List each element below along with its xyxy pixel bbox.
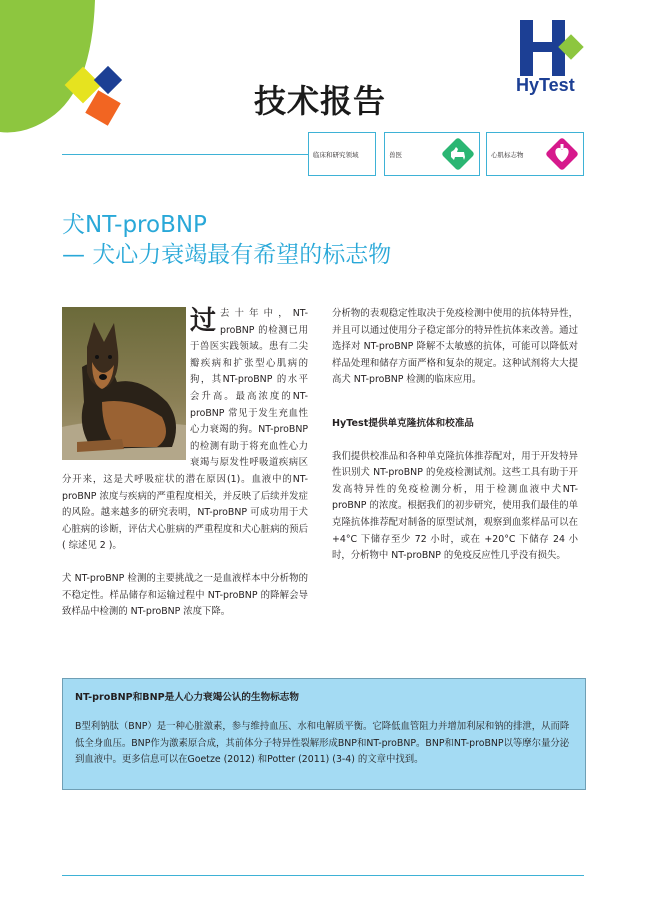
left-paragraph-2: 犬 NT-proBNP 检测的主要挑战之一是血液样本中分析物的不稳定性。样品储存和运输过程中 NT-proBNP 的降解会导致样品中检测的 NT-proBNP 浓度下降。: [62, 572, 308, 618]
left-paragraph-1: 去十年中，NT-proBNP 的检测已用于兽医实践领域。患有二尖瓣疾病和扩张型心肌病的狗，其NT-proBNP 的水平会升高。最高浓度的NT-proBNP 常见于发生充血性心力衰竭的狗。NT-proBNP 的检测有助于将充血性心力衰竭与原发性呼吸道疾病区分开来，这是犬呼吸症状的潜在原因(1)。血液中的NT-proBNP 浓度与疾病的严重程度相关，并反映了后续并发症的风险。越来越多的研究表明，NT-proBNP 可成功用于犬心脏病的诊断，评估犬心脏病的严重程度和犬心脏病的预后( 综述见 2 )。: [62, 308, 308, 552]
info-box-text: B型利钠肽（BNP）是一种心脏激素，参与维持血压、水和电解质平衡。它降低血管阻力并增加利尿和钠的排泄，从而降低全身血压。BNP作为激素原合成，其前体分子特异性裂解形成BNP和NT-proBNP。BNP和NT-proBNP以等摩尔量分泌到血液中。更多信息可以在Goetze (2012) 和Potter (2011) (3-4) 的文章中找到。: [75, 721, 570, 766]
image-spacer: [62, 306, 190, 466]
section-heading: HyTest提供单克隆抗体和校准品: [332, 417, 474, 429]
report-title: 技术报告: [254, 82, 387, 120]
header-rule: [62, 154, 308, 155]
article-title-line2: — 犬心力衰竭最有希望的标志物: [62, 242, 392, 268]
category-cardiac-markers: [486, 132, 584, 176]
heart-icon: [544, 136, 580, 172]
info-box-title: NT-proBNP和BNP是人心力衰竭公认的生物标志物: [75, 692, 299, 703]
category-label: 临床和研究领域: [313, 150, 359, 159]
category-veterinary: [384, 132, 480, 176]
right-column: [332, 306, 578, 565]
dog-icon: [440, 136, 476, 172]
corner-decoration: [0, 0, 150, 150]
right-paragraph-2: 我们提供校准品和各种单克隆抗体推荐配对，用于开发特异性识别犬 NT-proBNP 的免疫检测试剂。这些工具有助于开发高特异性的免疫检测分析，用于检测血液中犬NT-proBNP 的浓度。根据我们的初步研究，使用我们最佳的单克隆抗体推荐配对制备的原型试剂，观察到血浆样品可以在 +4°C 下储存至少 72 小时，或在 +20°C 下储存 24 小时，分析物中 NT-proBNP 的免疫反应性几乎没有损失。: [332, 450, 578, 562]
footer-rule: [62, 875, 584, 876]
info-box: [62, 678, 586, 790]
logo-text: HyTest: [516, 75, 575, 95]
dropcap: 过: [190, 306, 217, 336]
article-title: [62, 210, 391, 270]
category-label: 心肌标志物: [491, 150, 524, 159]
category-clinical: [308, 132, 376, 176]
category-label: 兽医: [389, 150, 402, 159]
article-title-line1: 犬NT-proBNP: [62, 212, 207, 238]
right-paragraph-1: 分析物的表观稳定性取决于免疫检测中使用的抗体特异性，并且可以通过使用分子稳定部分的特异性抗体来改善。通过选择对 NT-proBNP 降解不太敏感的抗体，可能可以降低对样品处理和储存方面严格和复杂的规定。这种试剂将大大提高犬 NT-proBNP 检测的临床应用。: [332, 308, 578, 386]
left-column: [62, 306, 308, 621]
